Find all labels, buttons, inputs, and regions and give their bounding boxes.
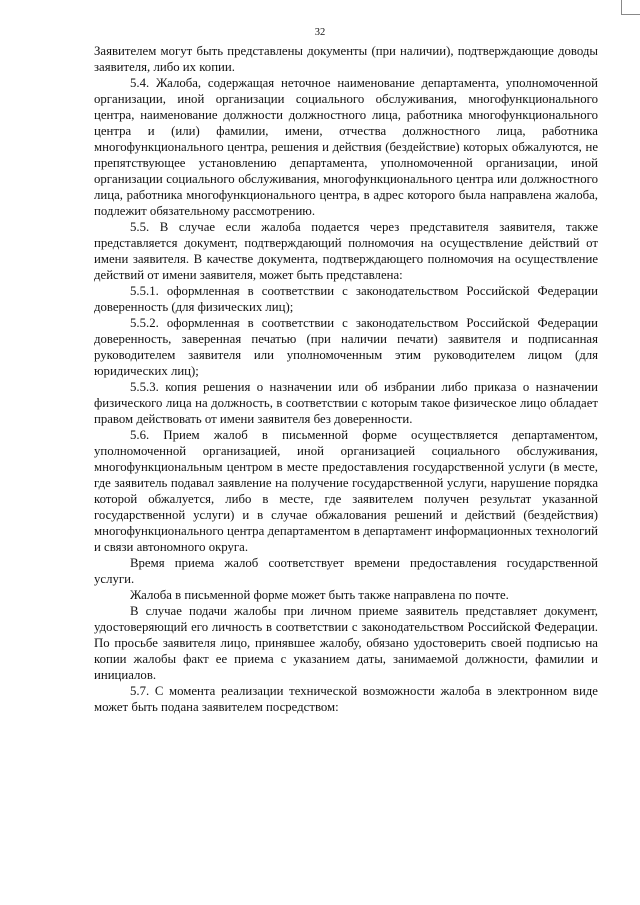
paragraph-5-5-1: 5.5.1. оформленная в соответствии с законодательством Российской Федерации доверенность (для физических лиц);: [94, 284, 598, 314]
document-body: [94, 43, 598, 715]
paragraph-5-5: 5.5. В случае если жалоба подается через представителя заявителя, также представляется документ, подтверждающий полномочия на осуществление действий от имени заявителя. В качестве документа, подтверждающего полномочия на осуществление действий от имени заявителя, может быть представлена:: [94, 220, 598, 282]
paragraph-5-5-3: 5.5.3. копия решения о назначении или об избрании либо приказа о назначении физического лица на должность, в соответствии с которым такое физическое лицо обладает правом действовать от имени заявителя без доверенности.: [94, 380, 598, 426]
paragraph-mail: Жалоба в письменной форме может быть также направлена по почте.: [130, 588, 509, 602]
paragraph-5-4: 5.4. Жалоба, содержащая неточное наименование департамента, уполномоченной организации, иной организации социального обслуживания, многофункционального центра, наименование должности должностного лица, работника многофункционального центра и (или) фамилии, имени, отчества должностного лица, работника многофункционального центра, решения и действия (бездействие) которых обжалуются, не препятствующее установлению департамента, уполномоченной организации, иной организации социального обслуживания, многофункционального центра или должностного лица, работника многофункционального центра, в адрес которого была направлена жалоба, подлежит обязательному рассмотрению.: [94, 76, 598, 218]
paragraph-personal-reception: В случае подачи жалобы при личном приеме заявитель представляет документ, удостоверяющий его личность в соответствии с законодательством Российской Федерации. По просьбе заявителя лицо, принявшее жалобу, обязано удостоверить своей подписью на копии жалобы факт ее приема с указанием даты, занимаемой должности, фамилии и инициалов.: [94, 604, 598, 682]
paragraph-5-5-2: 5.5.2. оформленная в соответствии с законодательством Российской Федерации доверенность, заверенная печатью (при наличии печати) заявителя и подписанная руководителем заявителя или уполномоченным этим руководителем лицом (для юридических лиц);: [94, 316, 598, 378]
page-corner-mark: [621, 0, 640, 15]
paragraph-reception-time: Время приема жалоб соответствует времени предоставления государственной услуги.: [94, 556, 598, 586]
page-number: 32: [314, 27, 326, 38]
paragraph-5-7: 5.7. С момента реализации технической возможности жалоба в электронном виде может быть подана заявителем посредством:: [94, 684, 598, 714]
paragraph-continuation: Заявителем могут быть представлены документы (при наличии), подтверждающие доводы заявителя, либо их копии.: [94, 44, 598, 74]
paragraph-5-6: 5.6. Прием жалоб в письменной форме осуществляется департаментом, уполномоченной организацией, иной организацией социального обслуживания, многофункциональным центром в месте предоставления государственной услуги (в месте, где заявитель подавал заявление на получение государственной услуги, нарушение порядка которой обжалуется, либо в месте, где заявителем получен результат указанной государственной услуги) и в случае обжалования решений и действий (бездействия) многофункционального центра департаментом в департамент информационных технологий и связи автономного округа.: [94, 428, 598, 554]
